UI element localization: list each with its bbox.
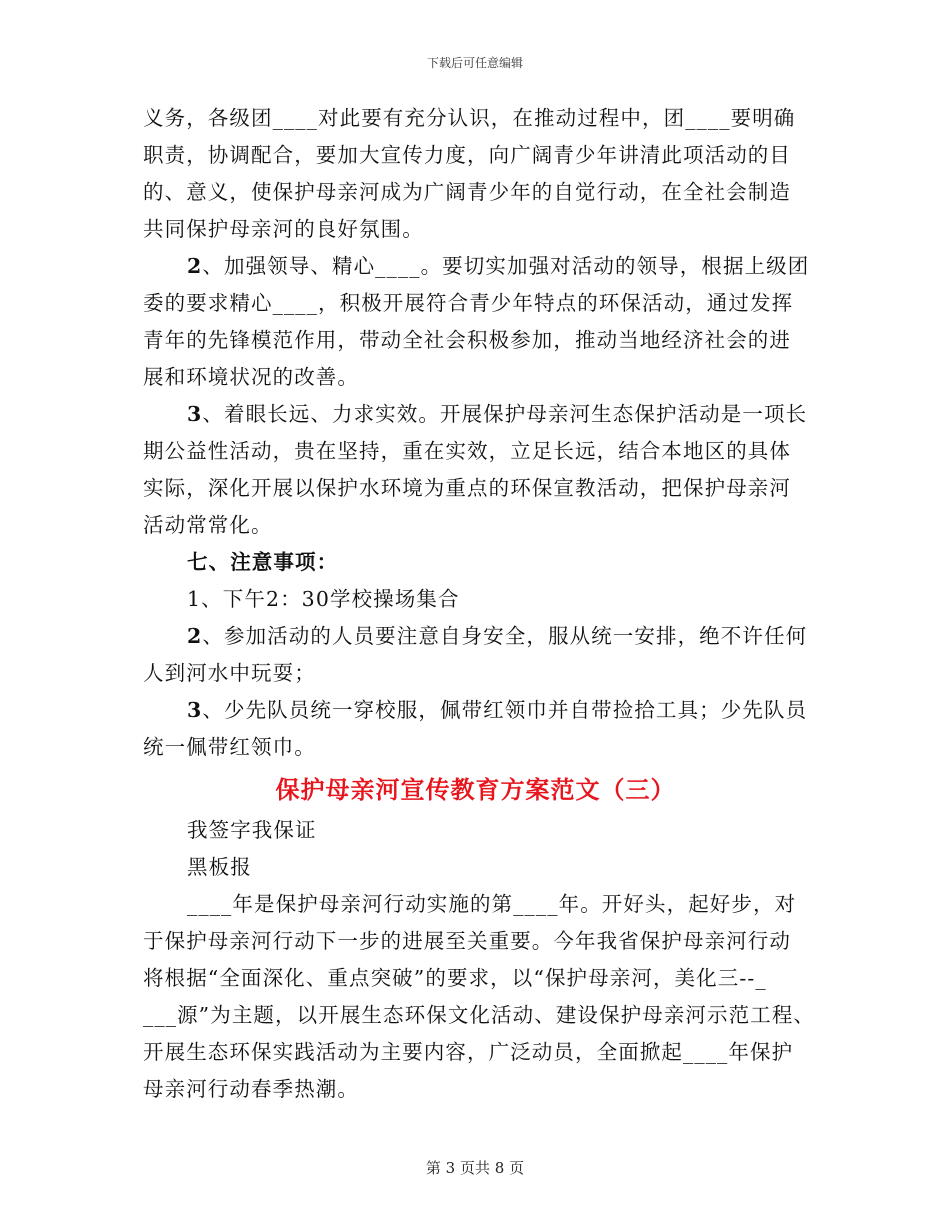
paragraph-line: ____年是保护母亲河行动实施的第____年。开好头，起好步，对 — [187, 892, 797, 916]
paragraph-line: 期公益性活动，贵在坚持，重在实效，立足长远，结合本地区的具体 — [143, 439, 791, 463]
paragraph-line: 我签字我保证 — [187, 818, 317, 842]
item-3-first-line — [143, 396, 808, 433]
paragraph-line: 实际，深化开展以保护水环境为重点的环保宣教活动，把保护母亲河 — [143, 476, 791, 500]
item-text: 、参加活动的人员要注意自身安全，服从统一安排，绝不许任何 — [202, 624, 808, 648]
paragraph-line: 统一佩带红领巾。 — [143, 735, 316, 759]
document-body — [143, 100, 816, 1108]
page-footer: 第 3 页共 8 页 — [425, 1159, 525, 1177]
paragraph-line: 人到河水中玩耍； — [143, 661, 316, 685]
item-text: 、着眼长远、力求实效。开展保护母亲河生态保护活动是一项长 — [202, 402, 808, 426]
item-number: 3 — [187, 402, 203, 426]
page-header: 下载后可任意编辑 — [426, 56, 523, 70]
item-2-first-line — [143, 248, 808, 285]
paragraph-line: 黑板报 — [187, 855, 252, 879]
paragraph-line: ___源”为主题，以开展生态环保文化活动、建设保护母亲河示范工程、 — [143, 1003, 816, 1027]
paragraph-line: 母亲河行动春季热潮。 — [143, 1077, 359, 1101]
paragraph-line: 职责，协调配合，要加大宣传力度，向广阔青少年讲清此项活动的目 — [143, 143, 791, 167]
paragraph-line: 于保护母亲河行动下一步的进展至关重要。今年我省保护母亲河行动 — [143, 929, 791, 953]
section-heading: 七、注意事项： — [187, 550, 339, 574]
paragraph-line: 活动常常化。 — [143, 513, 273, 537]
item-number: 2 — [187, 624, 203, 648]
item-text: 、加强领导、精心____。要切实加强对活动的领导，根据上级团 — [202, 254, 810, 278]
paragraph-line: 共同保护母亲河的良好氛围。 — [143, 217, 424, 241]
paragraph-line: 将根据“全面深化、重点突破”的要求，以“保护母亲河，美化三--_ — [143, 966, 767, 990]
note-2-first-line — [143, 618, 808, 655]
item-number: 3 — [187, 698, 203, 722]
paragraph-line: 委的要求精心____，积极开展符合青少年特点的环保活动，通过发挥 — [143, 291, 794, 315]
paragraph-line: 展和环境状况的改善。 — [143, 365, 359, 389]
paragraph-line: 青年的先锋模范作用，带动全社会积极参加，推动当地经济社会的进 — [143, 328, 791, 352]
section-title: 保护母亲河宣传教育方案范文（三） — [275, 775, 676, 804]
paragraph-line: 义务，各级团____对此要有充分认识，在推动过程中，团____要明确 — [143, 106, 796, 130]
item-number: 2 — [187, 254, 203, 278]
note-3-first-line — [143, 692, 808, 729]
paragraph-line: 的、意义，使保护母亲河成为广阔青少年的自觉行动，在全社会制造 — [143, 180, 791, 204]
item-text: 、少先队员统一穿校服，佩带红领巾并自带捡拾工具；少先队员 — [202, 698, 808, 722]
note-1: 1、下午2：30学校操场集合 — [187, 587, 460, 611]
paragraph-line: 开展生态环保实践活动为主要内容，广泛动员，全面掀起____年保护 — [143, 1040, 794, 1064]
